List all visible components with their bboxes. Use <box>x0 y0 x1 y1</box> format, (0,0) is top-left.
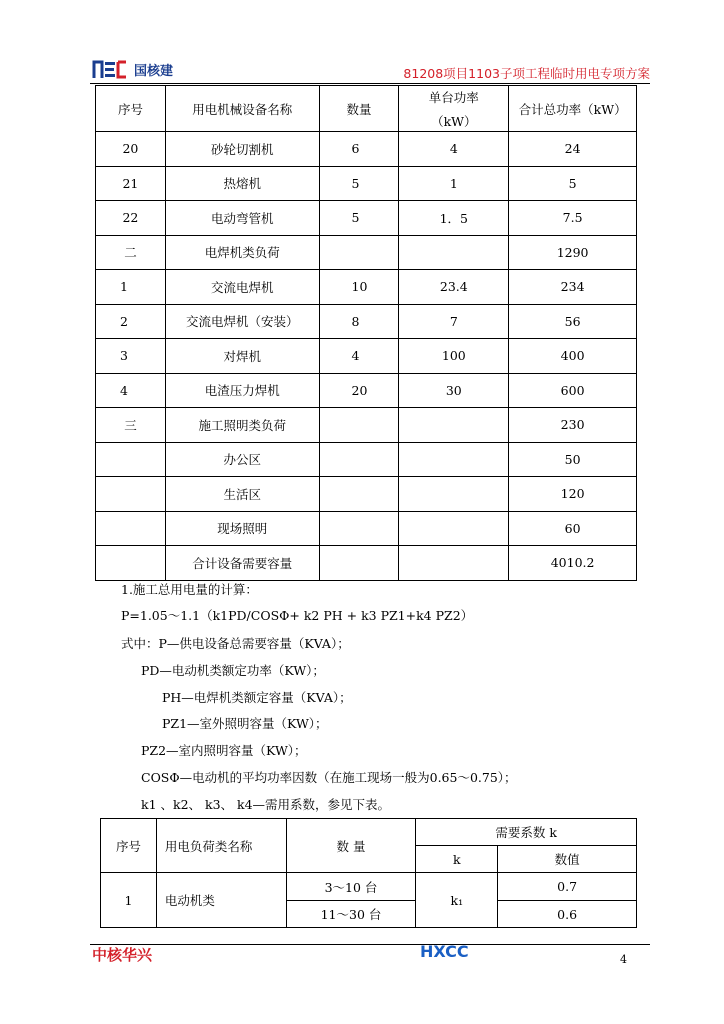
cell-unit-power: 4 <box>399 132 509 167</box>
footer-company-abbr: HXCC <box>420 942 469 961</box>
cell-no: 22 <box>96 201 166 236</box>
table-row <box>96 442 637 477</box>
table-row <box>96 132 637 167</box>
col-header-value: 数值 <box>498 846 637 873</box>
cell-no: 3 <box>96 339 166 374</box>
cell-no <box>96 546 166 581</box>
cell-equipment-name: 对焊机 <box>165 339 319 374</box>
text-line-pz2-def: PZ2—室内照明容量（KW）； <box>141 743 307 758</box>
cell-qty <box>319 442 399 477</box>
col-header-no: 序号 <box>101 819 157 873</box>
text-line-p-def: 式中：P—供电设备总需要容量（KVA）； <box>121 636 350 651</box>
cell-equipment-name: 办公区 <box>165 442 319 477</box>
cell-k: k₁ <box>416 873 498 928</box>
cell-qty <box>319 511 399 546</box>
cnec-logo-icon <box>92 58 130 80</box>
document-title: 81208项目1103子项工程临时用电专项方案 <box>403 66 650 81</box>
cell-unit-power <box>399 408 509 443</box>
logo-text: 国核建 <box>134 63 174 79</box>
cell-total-power: 60 <box>509 511 637 546</box>
cell-no: 1 <box>96 270 166 305</box>
col-header-unit-power-line2: （kW） <box>431 113 477 129</box>
table-row <box>96 511 637 546</box>
cell-total-power: 24 <box>509 132 637 167</box>
cell-equipment-name: 现场照明 <box>165 511 319 546</box>
cell-equipment-name: 交流电焊机（安装） <box>165 304 319 339</box>
cell-qty: 20 <box>319 373 399 408</box>
footer-divider <box>90 944 650 945</box>
col-header-load-name: 用电负荷类名称 <box>156 819 286 873</box>
cell-qty <box>319 408 399 443</box>
cell-qty: 3～10 台 <box>286 873 416 901</box>
cell-no: 1 <box>101 873 157 928</box>
cell-total-power: 5 <box>509 166 637 201</box>
col-header-unit-power <box>399 86 509 132</box>
cell-equipment-name: 电渣压力焊机 <box>165 373 319 408</box>
text-line-cos-def: COSΦ—电动机的平均功率因数（在施工现场一般为0.65～0.75）； <box>141 770 517 785</box>
cell-unit-power <box>399 235 509 270</box>
cell-unit-power <box>399 511 509 546</box>
cell-unit-power <box>399 442 509 477</box>
cell-equipment-name: 交流电焊机 <box>165 270 319 305</box>
cell-total-power: 7.5 <box>509 201 637 236</box>
equipment-load-table <box>95 85 637 581</box>
table-row <box>96 201 637 236</box>
cell-equipment-name: 砂轮切割机 <box>165 132 319 167</box>
text-line-pz1-def: PZ1—室外照明容量（KW）； <box>162 716 328 731</box>
cell-unit-power <box>399 546 509 581</box>
cell-equipment-name: 热熔机 <box>165 166 319 201</box>
cell-no <box>96 477 166 512</box>
cell-unit-power: 30 <box>399 373 509 408</box>
table-row <box>96 408 637 443</box>
cell-unit-power: 7 <box>399 304 509 339</box>
col-header-coefficient: 需要系数 k <box>416 819 637 846</box>
demand-coefficient-table <box>100 818 637 928</box>
cell-total-power: 120 <box>509 477 637 512</box>
cell-total-power: 234 <box>509 270 637 305</box>
cell-unit-power: 1 <box>399 166 509 201</box>
company-logo <box>92 58 173 80</box>
cell-qty: 10 <box>319 270 399 305</box>
table-row <box>96 166 637 201</box>
cell-no <box>96 511 166 546</box>
cell-total-power: 230 <box>509 408 637 443</box>
cell-unit-power: 1．5 <box>399 201 509 236</box>
col-header-name: 用电机械设备名称 <box>165 86 319 132</box>
table-header-row <box>101 819 637 846</box>
text-line-k-def: k1 、k2、 k3、 k4—需用系数，参见下表。 <box>141 797 391 812</box>
cell-no: 2 <box>96 304 166 339</box>
cell-no <box>96 442 166 477</box>
table-row <box>96 270 637 305</box>
cell-no: 20 <box>96 132 166 167</box>
cell-no: 4 <box>96 373 166 408</box>
col-header-qty: 数 量 <box>286 819 416 873</box>
cell-total-power: 600 <box>509 373 637 408</box>
cell-equipment-name: 电焊机类负荷 <box>165 235 319 270</box>
text-line-pd-def: PD—电动机类额定功率（KW）； <box>141 663 325 678</box>
cell-qty <box>319 477 399 512</box>
equipment-table-body <box>96 132 637 581</box>
cell-total-power: 50 <box>509 442 637 477</box>
cell-qty: 6 <box>319 132 399 167</box>
cell-equipment-name: 合计设备需要容量 <box>165 546 319 581</box>
cell-qty: 8 <box>319 304 399 339</box>
col-header-unit-power-line1: 单台功率 <box>428 89 479 105</box>
table-row <box>101 873 637 901</box>
text-line-calc-heading: 1.施工总用电量的计算： <box>121 582 258 597</box>
cell-qty: 5 <box>319 166 399 201</box>
col-header-k: k <box>416 846 498 873</box>
text-line-formula: P=1.05～1.1（k1PD/COSΦ+ k2 PH + k3 PZ1+k4 PZ2） <box>121 608 474 623</box>
page-header <box>90 56 650 84</box>
table-row <box>96 304 637 339</box>
cell-qty <box>319 546 399 581</box>
table-row <box>96 477 637 512</box>
text-line-ph-def: PH—电焊机类额定容量（KVA）； <box>162 690 352 705</box>
cell-qty <box>319 235 399 270</box>
cell-unit-power: 100 <box>399 339 509 374</box>
col-header-total-power: 合计总功率（kW） <box>509 86 637 132</box>
cell-equipment-name: 电动弯管机 <box>165 201 319 236</box>
page-number: 4 <box>620 953 627 966</box>
cell-qty: 4 <box>319 339 399 374</box>
table-row <box>96 373 637 408</box>
cell-unit-power <box>399 477 509 512</box>
cell-total-power: 56 <box>509 304 637 339</box>
cell-value: 0.6 <box>498 901 637 928</box>
table-row <box>96 339 637 374</box>
footer-company-name: 中核华兴 <box>92 946 153 964</box>
cell-load-name: 电动机类 <box>156 873 286 928</box>
header-divider <box>90 83 650 84</box>
cell-total-power: 4010.2 <box>509 546 637 581</box>
table-header-row <box>96 86 637 132</box>
cell-equipment-name: 生活区 <box>165 477 319 512</box>
table-row <box>96 235 637 270</box>
cell-no: 21 <box>96 166 166 201</box>
col-header-no: 序号 <box>96 86 166 132</box>
table-row <box>96 546 637 581</box>
cell-no: 二 <box>96 235 166 270</box>
cell-no: 三 <box>96 408 166 443</box>
cell-equipment-name: 施工照明类负荷 <box>165 408 319 443</box>
cell-total-power: 1290 <box>509 235 637 270</box>
cell-unit-power: 23.4 <box>399 270 509 305</box>
col-header-qty: 数量 <box>319 86 399 132</box>
cell-value: 0.7 <box>498 873 637 901</box>
cell-total-power: 400 <box>509 339 637 374</box>
cell-qty: 11～30 台 <box>286 901 416 928</box>
cell-qty: 5 <box>319 201 399 236</box>
